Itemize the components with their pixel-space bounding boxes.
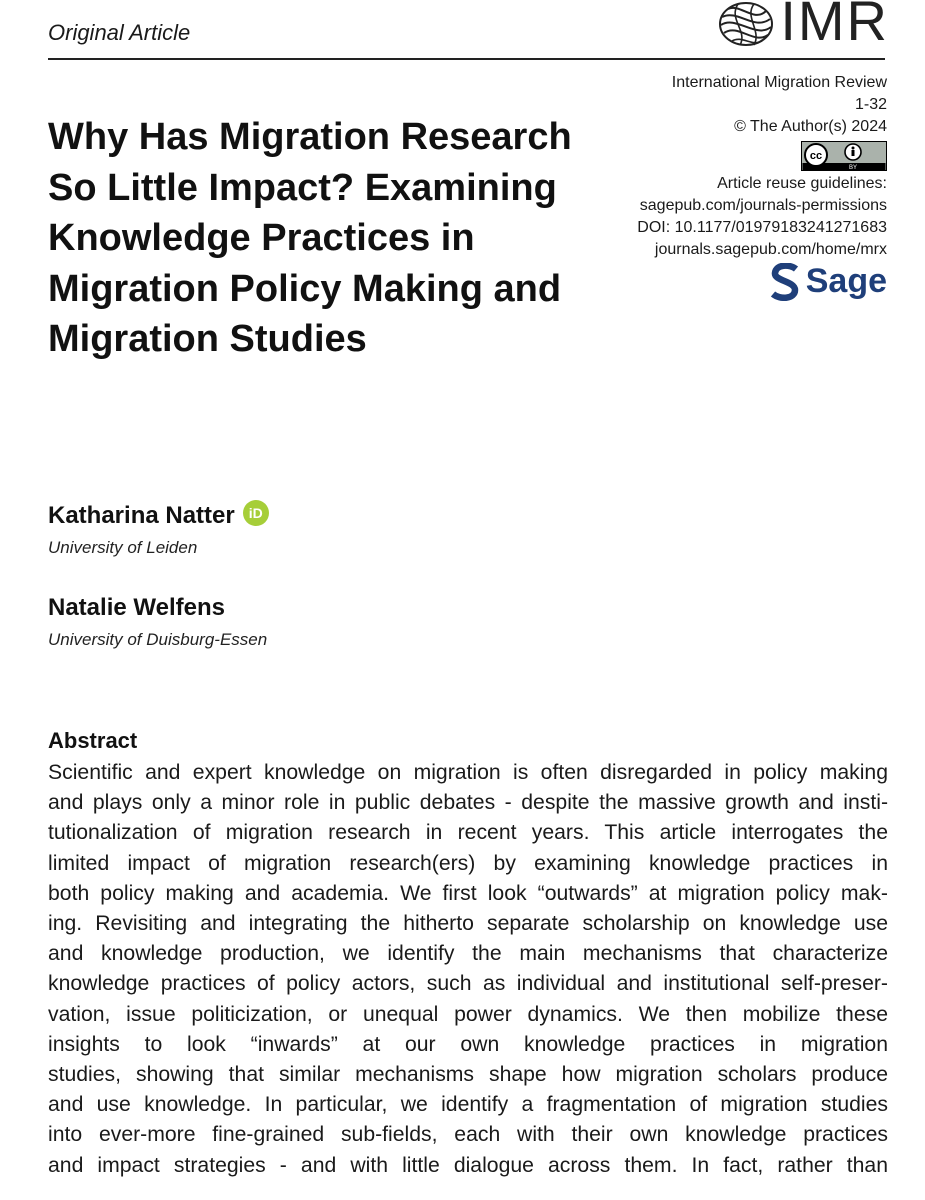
header-divider: [48, 58, 885, 60]
section-label: Original Article: [48, 20, 191, 45]
journal-name: International Migration Review: [671, 74, 887, 91]
globe-mesh-icon: [718, 1, 774, 47]
publisher-logo: [770, 262, 887, 301]
abstract-line: insights to look “inwards” at our own knowledge practices in migration: [48, 1032, 888, 1056]
author-affiliation: University of Duisburg-Essen: [48, 630, 268, 649]
abstract-line: knowledge practices of policy actors, such as individual and institutional self-preser-: [48, 972, 888, 996]
reuse-guidelines-label: Article reuse guidelines:: [717, 175, 887, 192]
abstract-line: ing. Revisiting and integrating the hitherto separate scholarship on knowledge use: [48, 912, 888, 936]
doi[interactable]: DOI: 10.1177/01979183241271683: [637, 219, 887, 236]
copyright-notice: © The Author(s) 2024: [734, 118, 887, 135]
journal-logo: [718, 0, 889, 52]
author-name-text: Katharina Natter: [48, 502, 235, 529]
article-title: Why Has Migration Research So Little Impact? Examining Knowledge Practices in Migration Policy Making and Migration Studies: [48, 116, 572, 360]
sage-s-icon: [770, 263, 800, 301]
abstract-line: into ever-more fine-grained sub-fields, each with their own knowledge practices: [48, 1123, 888, 1147]
svg-text:cc: cc: [809, 150, 823, 162]
page-range: 1-32: [854, 96, 887, 113]
abstract-line: and use knowledge. In particular, we identify a fragmentation of migration studies: [48, 1093, 888, 1117]
abstract-line: studies, showing that similar mechanisms shape how migration scholars produce: [48, 1063, 888, 1087]
reuse-guidelines-link[interactable]: sagepub.com/journals-permissions: [639, 197, 887, 214]
journal-url[interactable]: journals.sagepub.com/home/mrx: [654, 241, 887, 258]
orcid-icon[interactable]: iD: [243, 500, 269, 526]
abstract-line: and impact strategies - and with little dialogue across them. In fact, rather than: [48, 1153, 888, 1177]
author-name-text: Natalie Welfens: [48, 594, 225, 621]
abstract-line: and knowledge production, we identify the main mechanisms that characterize: [48, 942, 888, 966]
abstract-heading: Abstract: [48, 728, 138, 753]
cc-by-label: BY: [848, 165, 858, 171]
author-name: [48, 594, 225, 622]
abstract-line: Scientific and expert knowledge on migration is often disregarded in policy making: [48, 761, 888, 784]
publisher-name: Sage: [805, 262, 887, 300]
abstract-line: tutionalization of migration research in recent years. This article interrogates the: [48, 821, 888, 845]
abstract-line: both policy making and academia. We first look “outwards” at migration policy mak-: [48, 881, 888, 905]
cc-by-icon: [801, 141, 887, 171]
abstract-line: vation, issue politicization, or unequal power dynamics. We then mobilize these: [48, 1002, 888, 1026]
author-name: [48, 502, 269, 530]
abstract-line: and plays only a minor role in public debates - despite the massive growth and insti-: [48, 791, 888, 815]
abstract-body: [48, 758, 888, 1181]
article-metadata: [637, 72, 887, 261]
journal-logo-text: IMR: [780, 0, 889, 52]
author-affiliation: University of Leiden: [48, 538, 198, 557]
abstract-line: limited impact of migration research(ers) by examining knowledge practices in: [48, 851, 888, 875]
